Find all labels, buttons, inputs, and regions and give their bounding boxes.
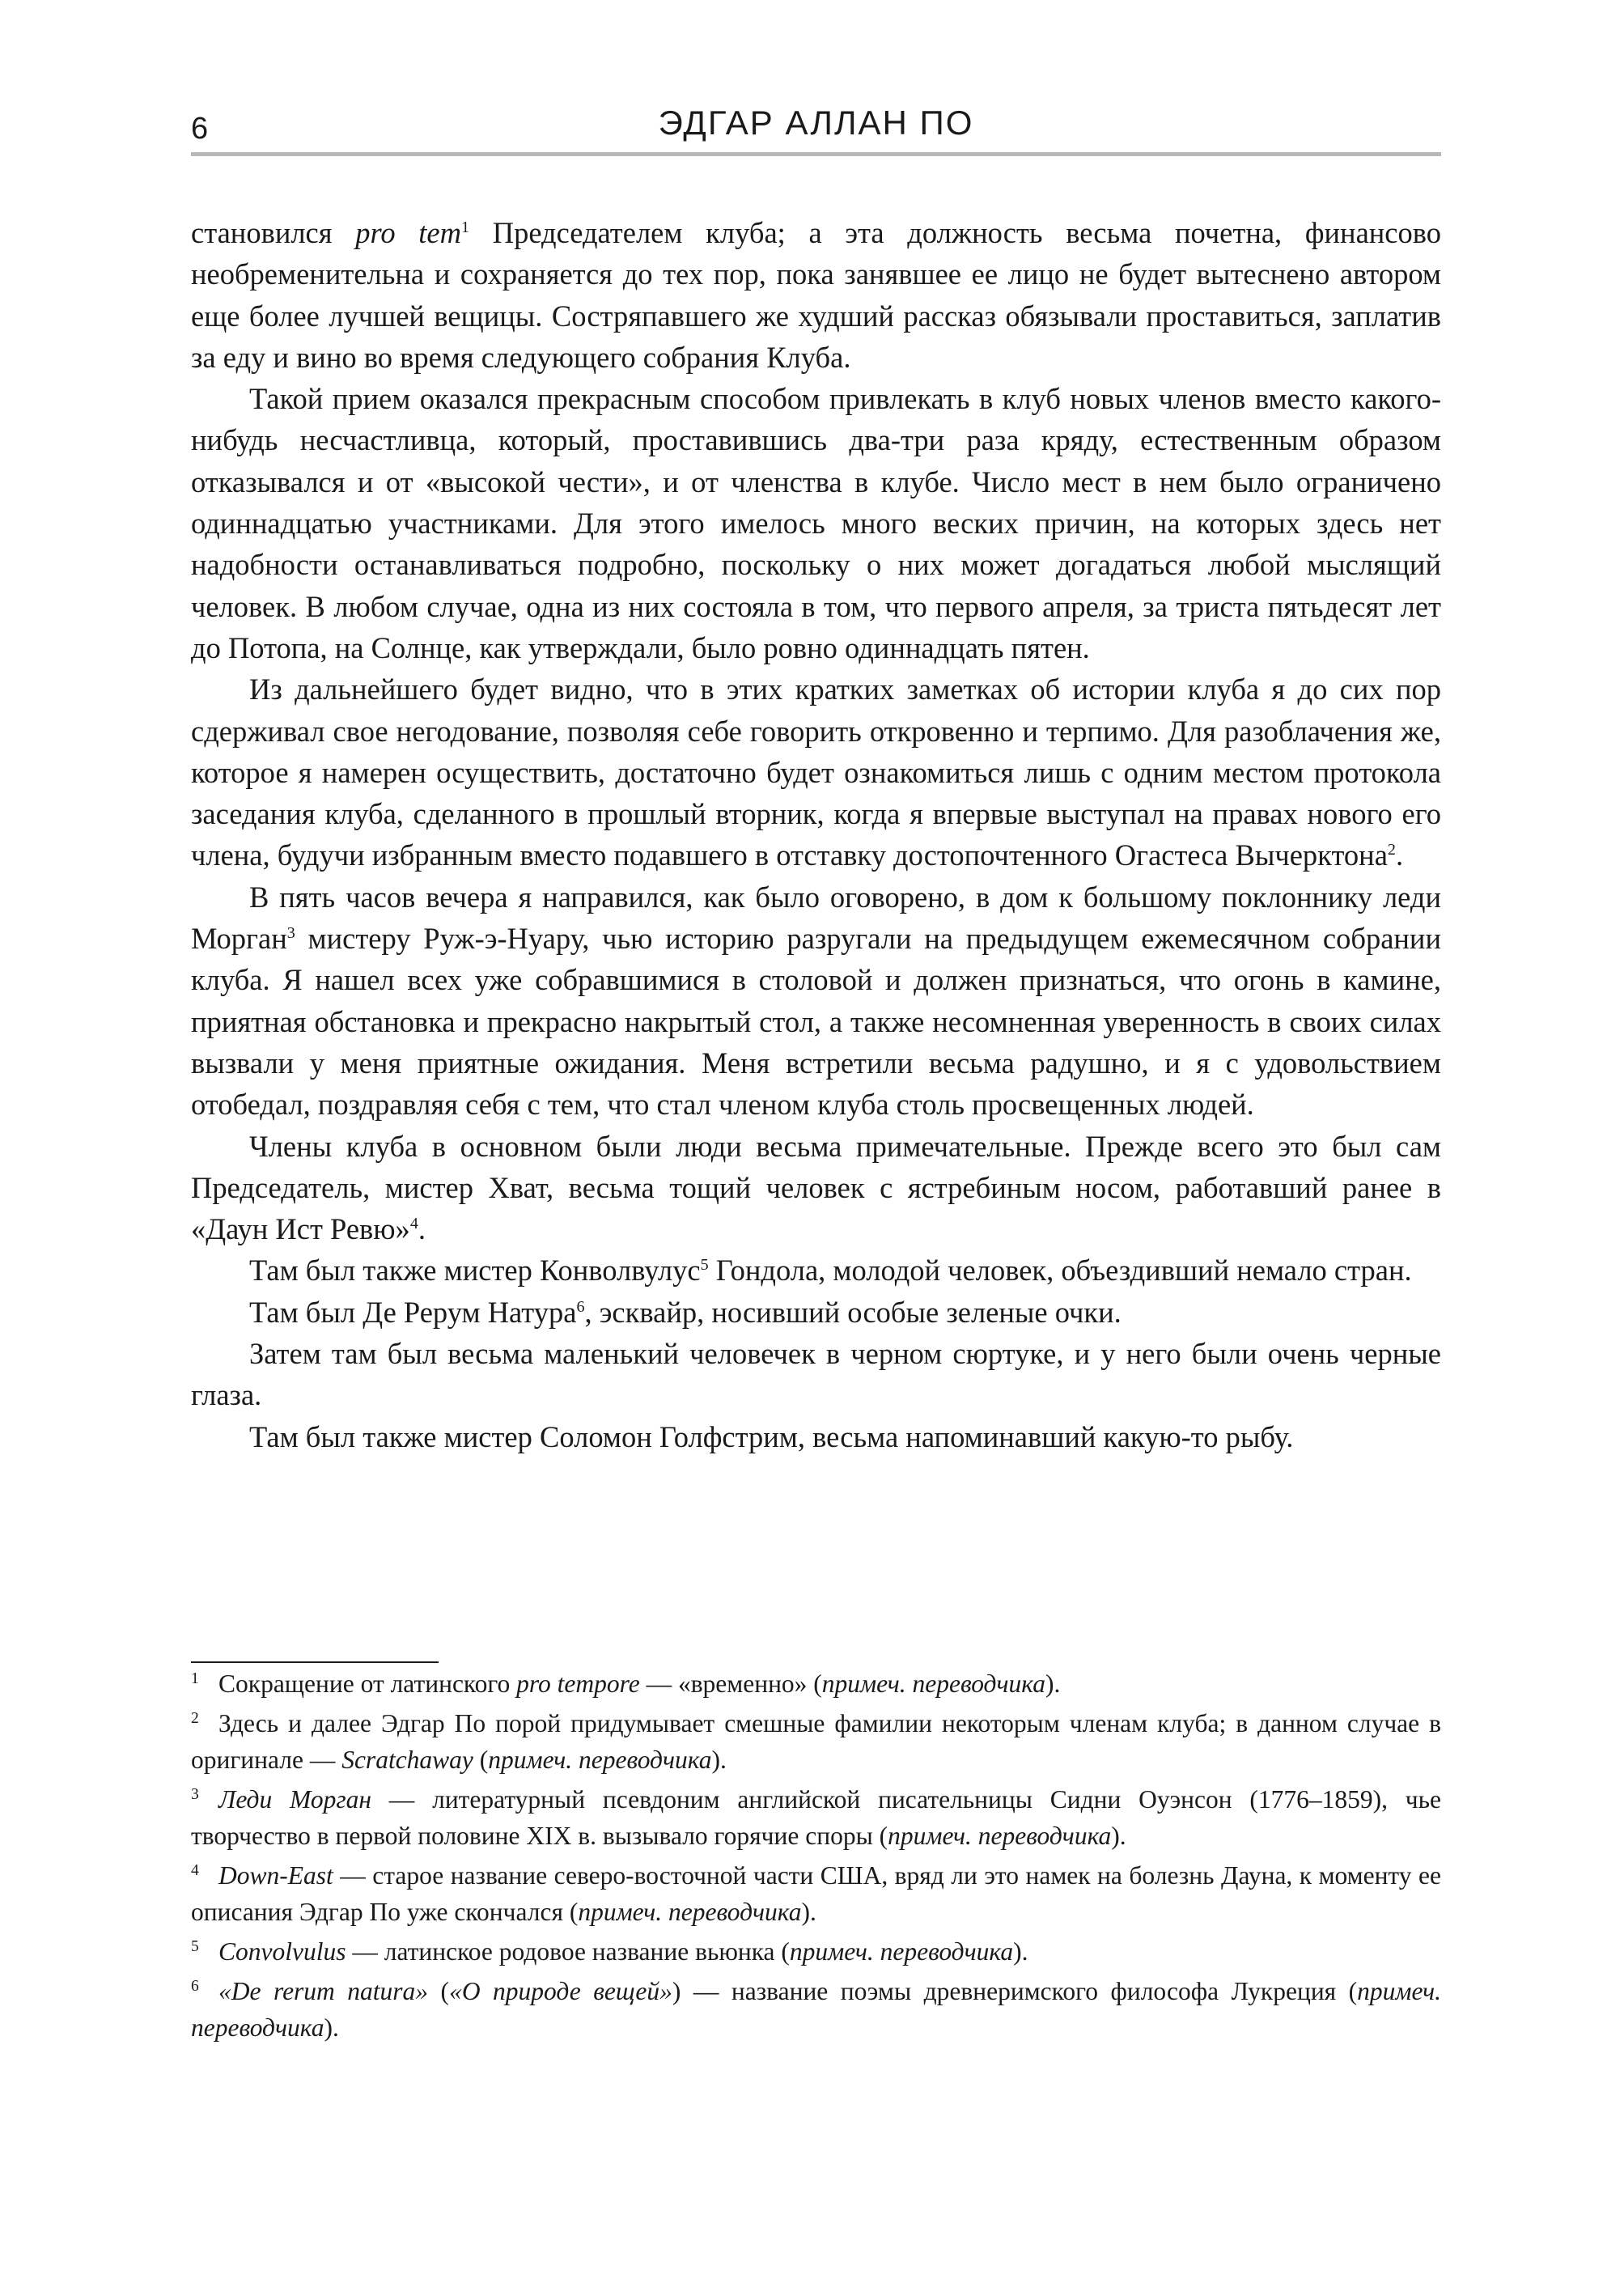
text-run: ( <box>428 1977 450 2005</box>
paragraph-5 <box>191 1126 1441 1250</box>
text-run: , эсквайр, носивший особые зеленые очки. <box>584 1295 1122 1329</box>
paragraph-2: Такой прием оказался прекрасным способом привлекать в клуб новых членов вместо какого-нибудь несчастливца, который, проставившись два-три раза кряду, естественным образом отказывался и от «высокой чести», и от членства в клубе. Число мест в нем было ограничено одиннадцатью участниками. Для этого имелось много веских причин, на которых здесь нет надобности останавливаться подробно, поскольку о них может догадаться любой мыслящий человек. В любом случае, одна из них состояла в том, что первого апреля, за триста пятьдесят лет до Потопа, на Солнце, как утверждали, было ровно одиннадцать пятен. <box>191 382 1441 664</box>
footnotes <box>191 1665 1441 2049</box>
paragraph-3 <box>191 668 1441 876</box>
text-run: Члены клуба в основном были люди весьма примечательные. Прежде всего это был сам Председатель, мистер Хват, весьма тощий человек с ястребиным носом, работавший ранее в «Даун Ист Ревю» <box>191 1129 1441 1246</box>
italic-term: «De rerum natura» <box>218 1977 429 2005</box>
footnote-2: 2 Здесь и далее Эдгар По порой придумывает смешные фамилии некоторым членам клуба; в данном случае в оригинале — Scratchaway (примеч. переводчика). <box>191 1709 1441 1774</box>
italic-term: Convolvulus <box>218 1937 346 1966</box>
italic-term: «О природе вещей» <box>449 1977 672 2005</box>
translator-note: примеч. переводчика <box>578 1898 802 1926</box>
footnote-rule <box>191 1661 439 1663</box>
footnote-ref-6[interactable]: 6 <box>576 1297 585 1316</box>
text-run: Там был также мистер Конволвулус <box>249 1254 701 1288</box>
text-run: ). <box>711 1746 727 1774</box>
text-run: Там был Де Рерум Натура <box>249 1295 577 1329</box>
paragraph-7 <box>191 1292 1441 1333</box>
text-run: ). <box>1111 1822 1126 1850</box>
body-text <box>191 212 1441 1457</box>
text-run: ( <box>473 1746 489 1774</box>
translator-note: примеч. переводчика <box>789 1937 1014 1966</box>
text-run: Из дальнейшего будет видно, что в этих кратких заметках об истории клуба я до сих пор сдерживал свое негодование, позволяя себе говорить откровенно и терпимо. Для разоблачения же, которое я намерен осуществить, достаточно будет ознакомиться лишь с одним местом протокола заседания клуба, сделанного в прошлый вторник, когда я впервые выступал на правах нового его члена, будучи избранным вместо подавшего в отставку достопочтенного Огастеса Вычерктона <box>191 672 1441 872</box>
italic-term: pro tem <box>355 216 461 249</box>
translator-note: примеч. переводчика <box>821 1669 1045 1698</box>
text-run: — литературный псевдоним английской писательницы Сидни Оуэнсон (1776–1859), чье творчество в первой половине XIX в. вызывало горячие споры ( <box>191 1785 1441 1850</box>
footnote-ref-5[interactable]: 5 <box>700 1256 709 1275</box>
header-rule <box>191 152 1441 156</box>
text-run: ). <box>1013 1937 1028 1966</box>
text-run: ). <box>801 1898 816 1926</box>
italic-term: Scratchaway <box>341 1746 473 1774</box>
footnote-ref-4[interactable]: 4 <box>409 1214 418 1232</box>
text-run: мистеру Руж-э-Нуару, чью историю разругали на предыдущем ежемесячном собрании клуба. Я нашел всех уже собравшимися в столовой и должен признаться, что огонь в камине, приятная обстановка и прекрасно накрытый стол, а также несомненная уверенность в своих силах вызвали у меня приятные ожидания. Меня встретили весьма радушно, и я с удовольствием отобедал, поздравляя себя с тем, что стал членом клуба столь просвещенных людей. <box>191 922 1441 1122</box>
text-run: Сокращение от латинского <box>218 1669 517 1698</box>
text-run: становился <box>191 216 356 249</box>
page-number: 6 <box>191 112 209 146</box>
paragraph-9: Там был также мистер Соломон Голфстрим, весьма напоминавший какую-то рыбу. <box>249 1419 1294 1453</box>
footnote-ref-1[interactable]: 1 <box>461 218 470 236</box>
page-header <box>191 104 1441 149</box>
footnote-5: 5 Convolvulus — латинское родовое название вьюнка (примеч. переводчика). <box>191 1937 1028 1966</box>
translator-note: примеч. переводчика <box>888 1822 1112 1850</box>
paragraph-4 <box>191 876 1441 1126</box>
text-run: Председателем клуба; а эта должность весьма почетна, финансово необременительна и сохраняется до тех пор, пока занявшее ее лицо не будет вытеснено автором еще более лучшей вещицы. Состряпавшего же худший рассказ обязывали проставиться, заплатив за еду и вино во время следующего собрания Клуба. <box>191 216 1441 374</box>
footnote-6: 6 «De rerum natura» («О природе вещей») — название поэмы древнеримского философа Лукреция (примеч. переводчика). <box>191 1977 1441 2042</box>
text-run: Здесь и далее Эдгар По порой придумывает смешные фамилии некоторым членам клуба; в данном случае в оригинале — <box>191 1709 1441 1774</box>
footnote-4: 4 Down-East — старое название северо-восточной части США, вряд ли это намек на болезнь Дауна, к моменту ее описания Эдгар По уже скончался (примеч. переводчика). <box>191 1861 1441 1926</box>
paragraph-8: Затем там был весьма маленький человечек в черном сюртуке, и у него были очень черные глаза. <box>191 1337 1441 1412</box>
paragraph-6 <box>191 1249 1441 1291</box>
translator-note: примеч. переводчика <box>488 1746 712 1774</box>
paragraph-1 <box>191 212 1441 378</box>
text-run: ). <box>1045 1669 1061 1698</box>
italic-term: Down-East <box>218 1861 333 1890</box>
running-head: ЭДГАР АЛЛАН ПО <box>658 104 974 142</box>
text-run: В пять часов вечера я направился, как было оговорено, в дом к большому поклоннику леди Морган <box>191 880 1441 956</box>
footnote-ref-2[interactable]: 2 <box>1387 841 1396 859</box>
translator-note: примеч. переводчика <box>191 1977 1441 2042</box>
text-run: Гондола, молодой человек, объездивший немало стран. <box>708 1254 1412 1288</box>
text-run: — латинское родовое название вьюнка ( <box>346 1937 790 1966</box>
footnote-3: 3 Леди Морган — литературный псевдоним английской писательницы Сидни Оуэнсон (1776–1859), чье творчество в первой половине XIX в. вызывало горячие споры (примеч. переводчика). <box>191 1785 1441 1850</box>
text-run: . <box>418 1212 426 1246</box>
footnote-ref-3[interactable]: 3 <box>286 923 295 942</box>
text-run: ) — название поэмы древнеримского философа Лукреция ( <box>672 1977 1358 2005</box>
text-run: ). <box>324 2013 339 2042</box>
italic-term: Леди Морган <box>218 1785 371 1814</box>
text-run: — старое название северо-восточной части США, вряд ли это намек на болезнь Дауна, к моменту ее описания Эдгар По уже скончался ( <box>191 1861 1441 1926</box>
italic-term: pro tempore <box>516 1669 640 1698</box>
text-run: — «временно» ( <box>639 1669 822 1698</box>
footnote-1: 1 Сокращение от латинского pro tempore — «временно» (примеч. переводчика). <box>191 1669 1061 1698</box>
text-run: . <box>1395 838 1404 872</box>
